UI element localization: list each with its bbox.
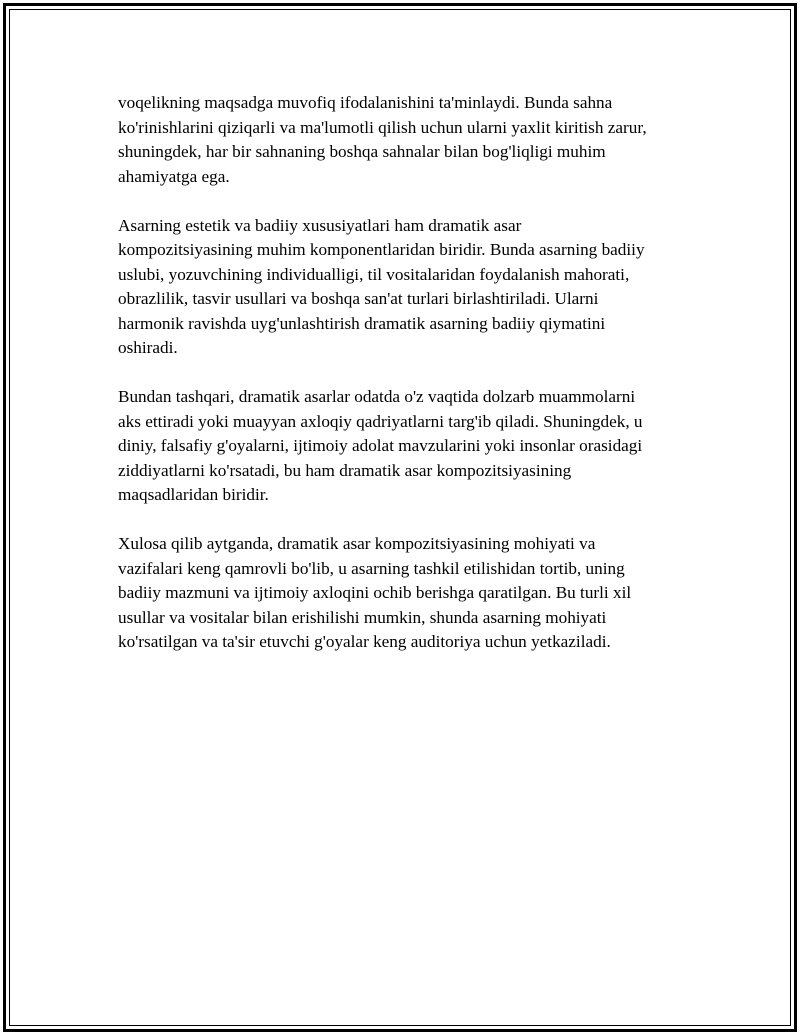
text-line: ahamiyatga ega. (118, 166, 230, 186)
text-line: ko'rsatilgan va ta'sir etuvchi g'oyalar keng auditoriya uchun yetkaziladi. (118, 632, 611, 651)
text-line: ziddiyatlarni ko'rsatadi, bu ham dramatik asar kompozitsiyasining (118, 460, 572, 480)
text-line: shuningdek, har bir sahnaning boshqa sahnalar bilan bog'liqligi muhim (118, 142, 606, 161)
text-line: aks ettiradi yoki muayyan axloqiy qadriyatlarni targ'ib qiladi. Shuningdek, u (118, 411, 643, 431)
text-line: usullar va vositalar bilan erishilishi mumkin, shunda asarning mohiyati (118, 607, 607, 627)
text-line: Xulosa qilib aytganda, dramatik asar kompozitsiyasining mohiyati va (118, 534, 596, 553)
text-line: Bundan tashqari, dramatik asarlar odatda o'z vaqtida dolzarb muammolarni (118, 387, 636, 406)
text-line: maqsadlaridan biridir. (118, 485, 269, 504)
paragraph-4 (118, 532, 698, 655)
text-line: badiiy mazmuni va ijtimoiy axloqini ochib berishga qaratilgan. Bu turli xil (118, 583, 632, 602)
text-line: Asarning estetik va badiiy xususiyatlari ham dramatik asar (118, 215, 522, 235)
paragraph-1 (118, 91, 698, 189)
text-line: voqelikning maqsadga muvofiq ifodalanishini ta'minlaydi. Bunda sahna (118, 93, 613, 112)
text-line: oshiradi. (118, 338, 178, 357)
text-line: obrazlilik, tasvir usullari va boshqa san'at turlari birlashtiriladi. Ularni (118, 289, 599, 308)
text-line: uslubi, yozuvchining individualligi, til vositalaridan foydalanish mahorati, (118, 264, 630, 284)
text-line: vazifalari keng qamrovli bo'lib, u asarning tashkil etilishidan tortib, uning (118, 558, 625, 578)
text-line: ko'rinishlarini qiziqarli va ma'lumotli qilish uchun ularni yaxlit kiritish zarur, (118, 117, 647, 137)
paragraph-3 (118, 385, 698, 508)
text-line: harmonik ravishda uyg'unlashtirish dramatik asarning badiiy qiymatini (118, 313, 606, 333)
document-body (118, 91, 698, 679)
text-line: kompozitsiyasining muhim komponentlaridan biridir. Bunda asarning badiiy (118, 240, 645, 259)
text-line: diniy, falsafiy g'oyalarni, ijtimoiy adolat mavzularini yoki insonlar orasidagi (118, 436, 643, 455)
paragraph-2 (118, 214, 698, 361)
